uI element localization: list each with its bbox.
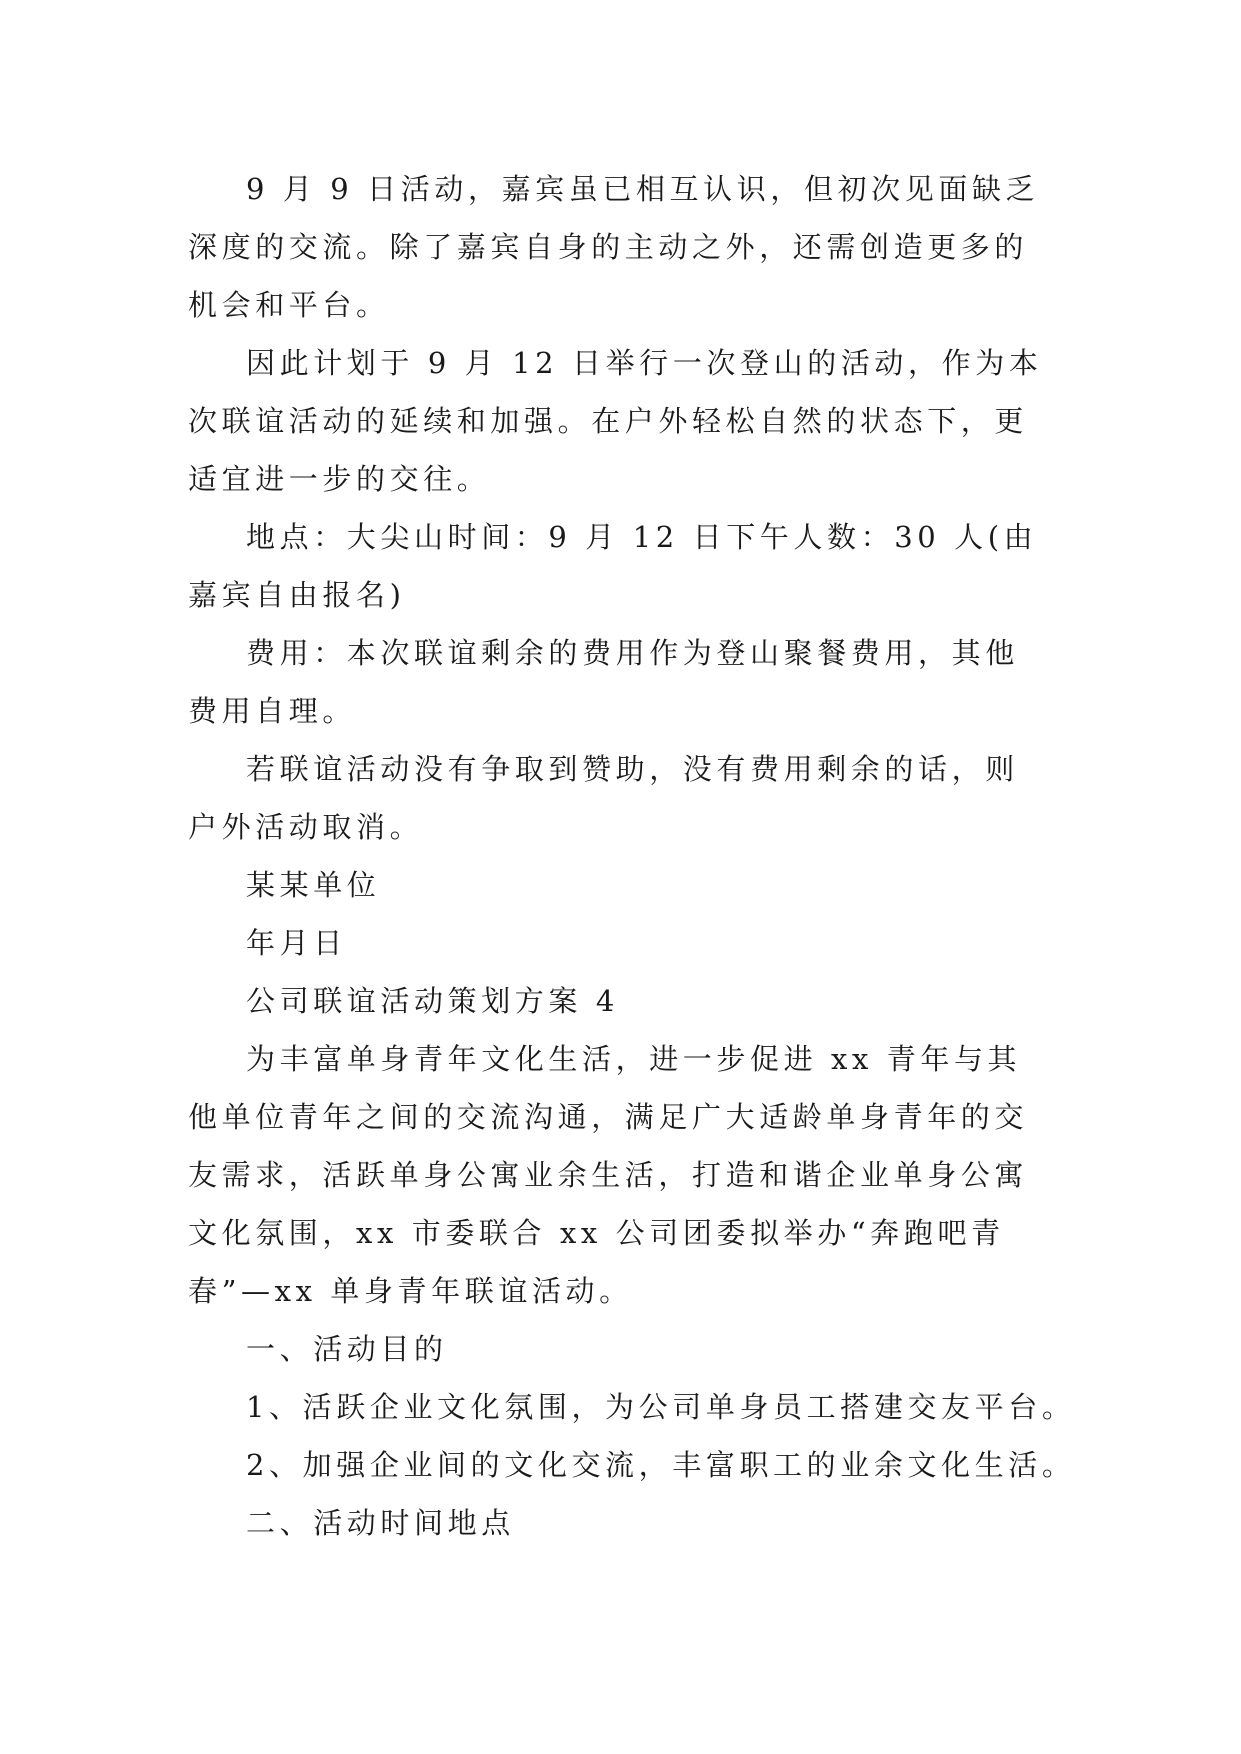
signature-date: 年月日 xyxy=(246,926,347,960)
heading-activity-purpose: 一、活动目的 xyxy=(246,1332,448,1366)
paragraph-expenses: 费用：本次联谊剩余的费用作为登山聚餐费用，其他费用自理。 xyxy=(188,636,1019,728)
signature-organization: 某某单位 xyxy=(246,868,381,902)
section-title: 公司联谊活动策划方案 4 xyxy=(246,984,619,1018)
paragraph-introduction: 为丰富单身青年文化生活，进一步促进 xx 青年与其他单位青年之间的交流沟通，满足广大适龄单身青年的交友需求，活跃单身公寓业余生活，打造和谐企业单身公寓文化氛围，xx 市委联合 xx 公司团委拟举办“奔跑吧青春”—xx 单身青年联谊活动。 xyxy=(188,1042,1029,1308)
paragraph-cancellation: 若联谊活动没有争取到赞助，没有费用剩余的话，则户外活动取消。 xyxy=(188,752,1019,844)
purpose-item-1: 1、活跃企业文化氛围，为公司单身员工搭建交友平台。 xyxy=(246,1390,1076,1424)
paragraph-location-time: 地点：大尖山时间：9 月 12 日下午人数：30 人(由嘉宾自由报名) xyxy=(188,520,1038,612)
heading-time-location: 二、活动时间地点 xyxy=(246,1506,515,1540)
paragraph-hiking-plan: 因此计划于 9 月 12 日举行一次登山的活动，作为本次联谊活动的延续和加强。在户外轻松自然的状态下，更适宜进一步的交往。 xyxy=(188,346,1043,496)
purpose-item-2: 2、加强企业间的文化交流，丰富职工的业余文化生活。 xyxy=(246,1448,1076,1482)
document-body xyxy=(188,160,1076,1552)
paragraph-guest-interaction: 9 月 9 日活动，嘉宾虽已相互认识，但初次见面缺乏深度的交流。除了嘉宾自身的主动之外，还需创造更多的机会和平台。 xyxy=(188,172,1040,322)
